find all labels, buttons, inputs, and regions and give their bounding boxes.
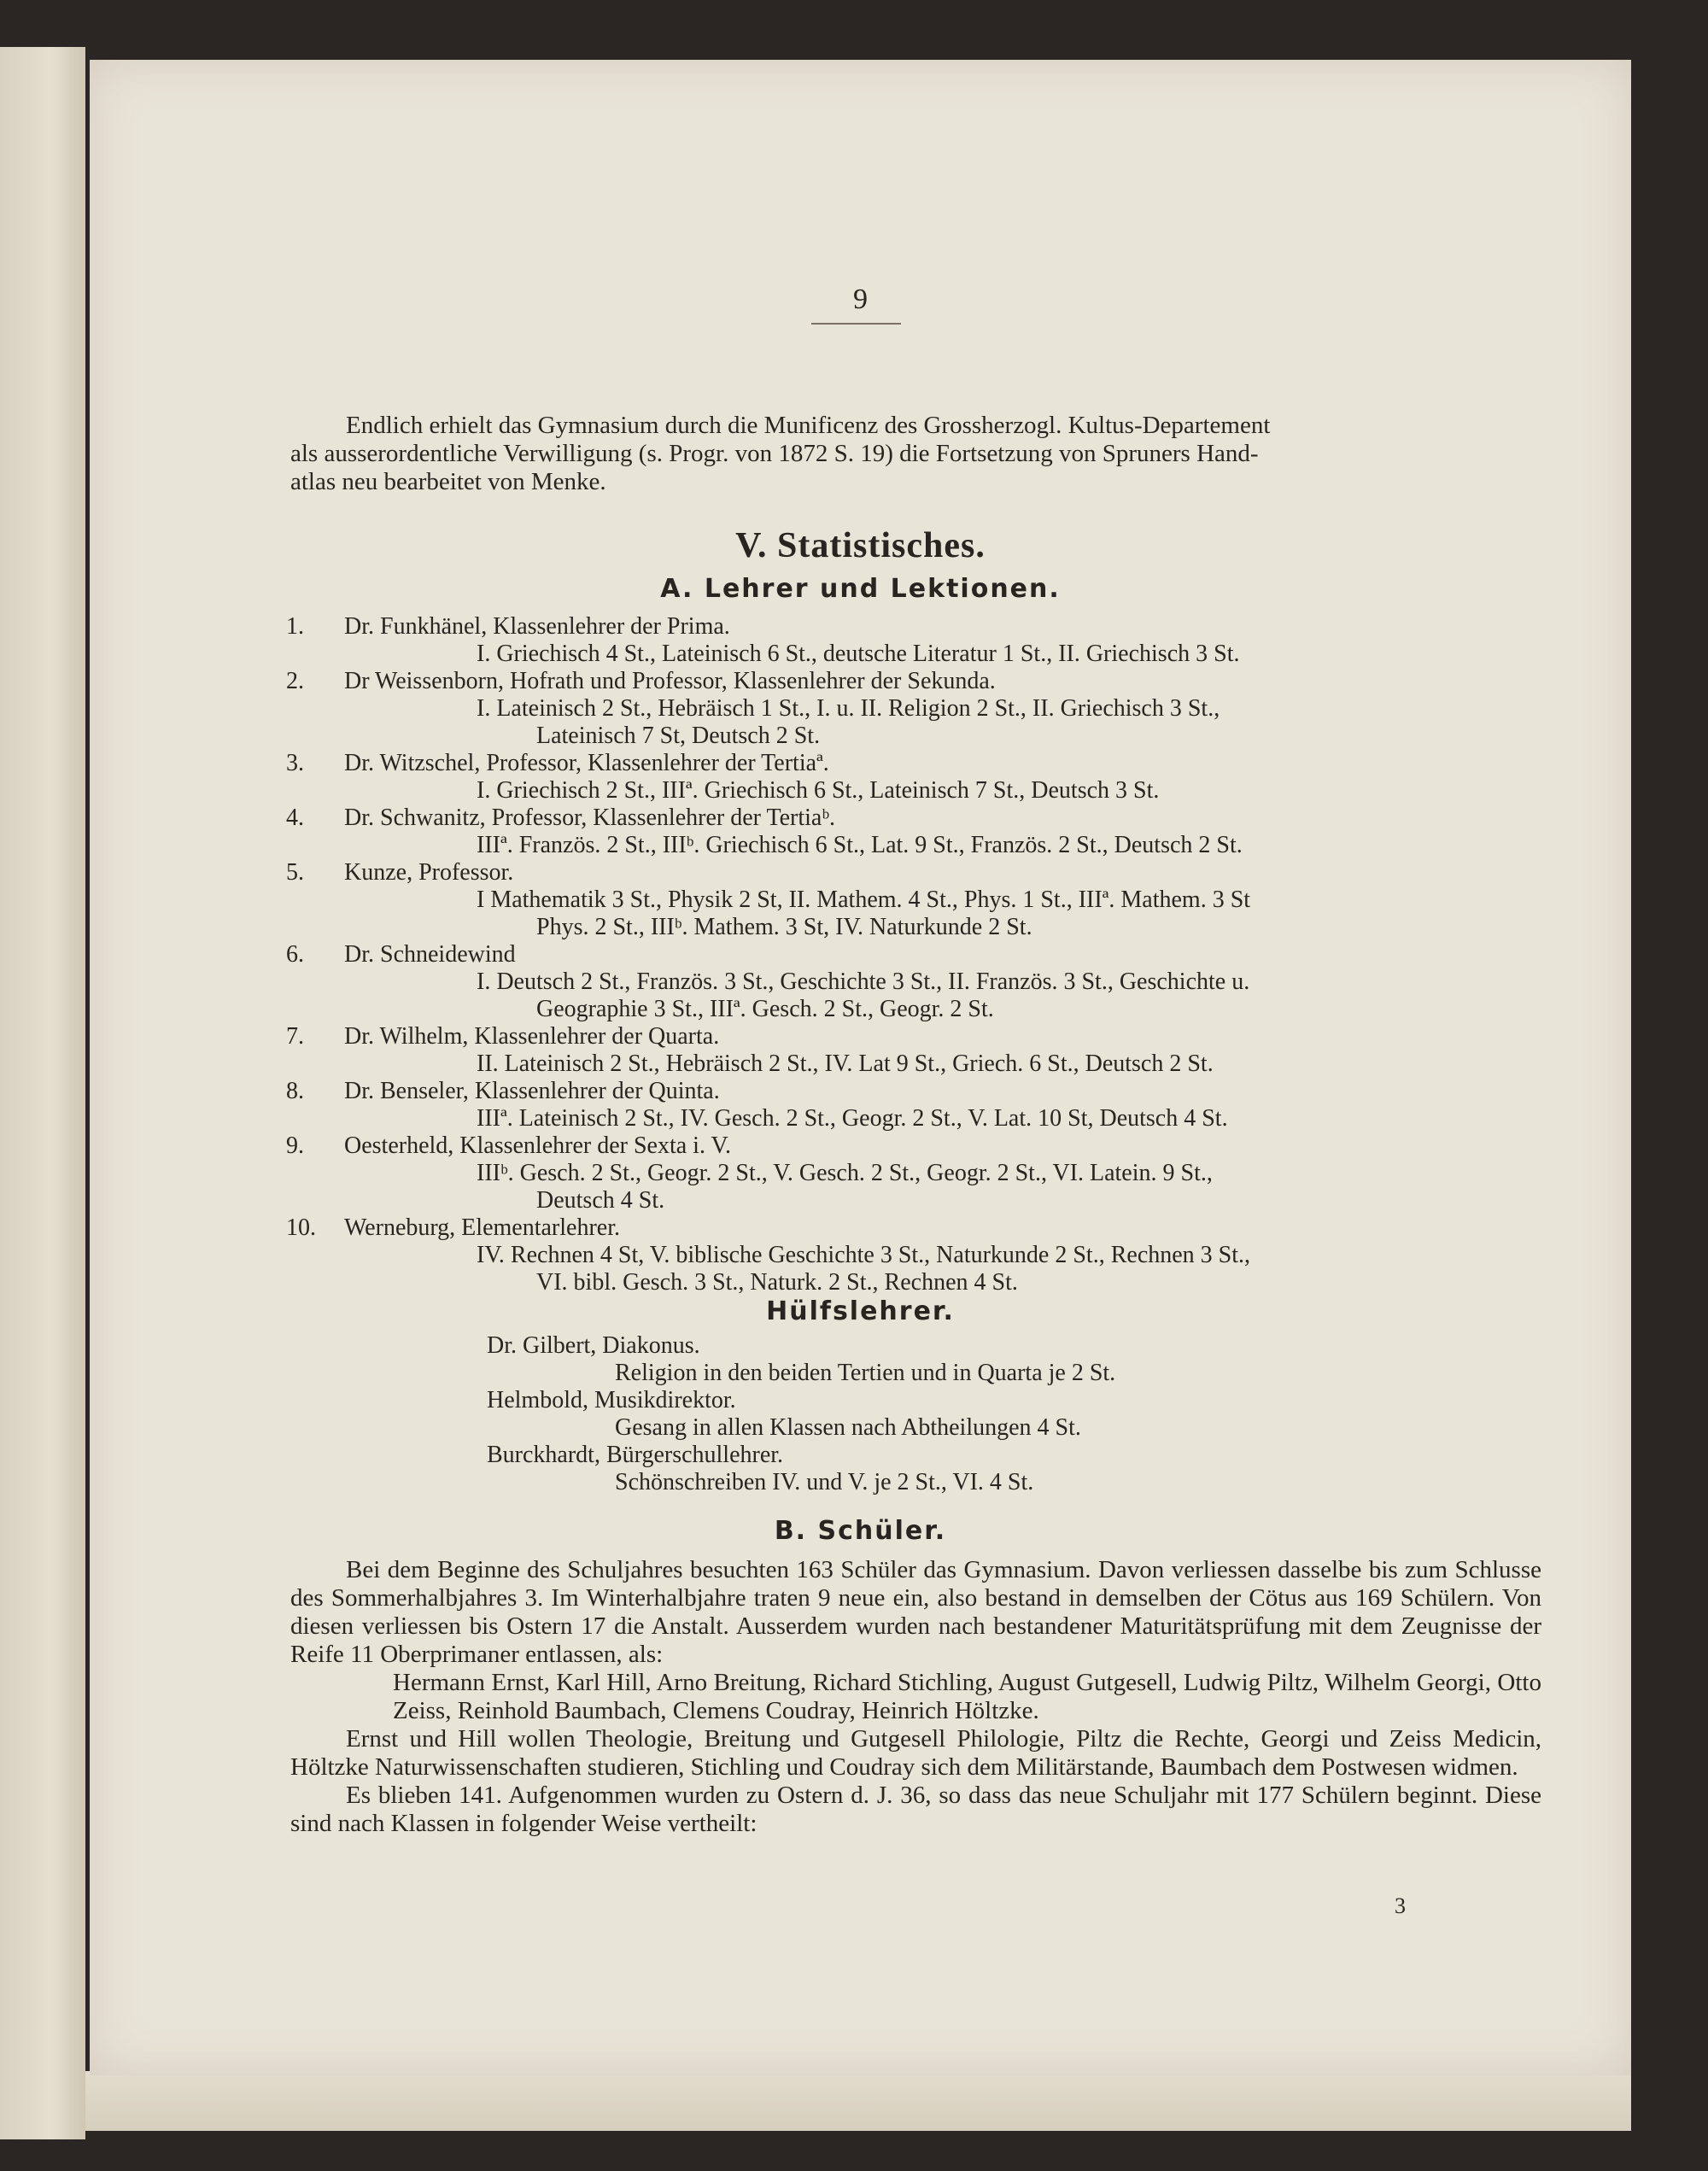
intro-line-1: Endlich erhielt das Gymnasium durch die Munificenz des Grossherzogl. Kultus-Departement — [346, 412, 1271, 439]
graduates-names: Hermann Ernst, Karl Hill, Arno Breitung, Richard Stichling, August Gutgesell, Ludwig Piltz, Wilhelm Georgi, Otto Zeiss, Reinhold Baumbach, Clemens Coudray, Heinrich Höltzke. — [393, 1669, 1541, 1724]
intro-paragraph — [290, 412, 1541, 496]
page-number: 9 — [853, 284, 868, 315]
teacher-number: 5. — [286, 859, 304, 886]
facing-page-edge — [0, 47, 85, 2139]
intro-line-2: als ausserordentliche Verwilligung (s. Progr. von 1872 S. 19) die Fortsetzung von Spruners Hand- — [290, 440, 1259, 467]
subsection-teachers-title: A. Lehrer und Lektionen. — [660, 574, 1061, 604]
teacher-number: 7. — [286, 1023, 304, 1050]
students-paragraph-2: Ernst und Hill wollen Theologie, Breitung und Gutgesell Philologie, Piltz die Rechte, Georgi und Zeiss Medicin, Höltzke Naturwissenschaften studieren, Stichling und Coudray sich dem Militärstande, Baumbach dem Postwesen widmen. — [290, 1725, 1541, 1781]
teacher-entry-8 — [286, 1078, 1550, 1132]
teacher-number: 1. — [286, 613, 304, 640]
signature-mark: 3 — [1395, 1893, 1406, 1918]
teacher-lessons: I. Deutsch 2 St., Französ. 3 St., Geschichte 3 St., II. Französ. 3 St., Geschichte u. — [477, 968, 1250, 995]
helpers-list — [487, 1332, 1512, 1496]
subsection-students-title: B. Schüler. — [774, 1516, 947, 1546]
document-page — [90, 60, 1631, 2075]
helper-name: Burckhardt, Bürgerschullehrer. — [487, 1442, 784, 1468]
teacher-name: Dr. Witzschel, Professor, Klassenlehrer der Tertiaª. — [344, 750, 829, 776]
teacher-lessons-continued: Deutsch 4 St. — [536, 1187, 665, 1214]
teacher-entry-5 — [286, 859, 1550, 941]
teacher-lessons: IIIª. Lateinisch 2 St., IV. Gesch. 2 St., Geogr. 2 St., V. Lat. 10 St, Deutsch 4 St. — [477, 1105, 1228, 1132]
teacher-number: 9. — [286, 1132, 304, 1159]
teacher-name: Dr. Schwanitz, Professor, Klassenlehrer der Tertiaᵇ. — [344, 805, 836, 831]
teacher-lessons-continued: VI. bibl. Gesch. 3 St., Naturk. 2 St., Rechnen 4 St. — [536, 1269, 1018, 1296]
helper-entry-3 — [487, 1442, 1512, 1496]
teacher-name: Oesterheld, Klassenlehrer der Sexta i. V. — [344, 1132, 732, 1159]
teacher-lessons: I. Griechisch 2 St., IIIª. Griechisch 6 St., Lateinisch 7 St., Deutsch 3 St. — [477, 777, 1160, 804]
teacher-entry-9 — [286, 1132, 1550, 1214]
students-section — [290, 1556, 1541, 1838]
helper-name: Dr. Gilbert, Diakonus. — [487, 1332, 700, 1359]
teacher-name: Werneburg, Elementarlehrer. — [344, 1214, 620, 1241]
teacher-name: Dr. Schneidewind — [344, 941, 516, 968]
teacher-name: Dr Weissenborn, Hofrath und Professor, Klassenlehrer der Sekunda. — [344, 668, 996, 694]
helper-entry-2 — [487, 1387, 1512, 1442]
helper-entry-1 — [487, 1332, 1512, 1387]
page-bottom-edge — [85, 2071, 1631, 2131]
helper-lessons: Religion in den beiden Tertien und in Quarta je 2 St. — [615, 1360, 1116, 1386]
teacher-name: Dr. Wilhelm, Klassenlehrer der Quarta. — [344, 1023, 720, 1050]
teacher-lessons: I. Griechisch 4 St., Lateinisch 6 St., deutsche Literatur 1 St., II. Griechisch 3 St. — [477, 641, 1240, 667]
teacher-number: 6. — [286, 941, 304, 968]
teacher-lessons: IIIᵇ. Gesch. 2 St., Geogr. 2 St., V. Gesch. 2 St., Geogr. 2 St., VI. Latein. 9 St., — [477, 1160, 1213, 1186]
teacher-lessons: I. Lateinisch 2 St., Hebräisch 1 St., I. u. II. Religion 2 St., II. Griechisch 3 St., — [477, 695, 1220, 722]
students-paragraph-3: Es blieben 141. Aufgenommen wurden zu Ostern d. J. 36, so dass das neue Schuljahr mit 177 Schülern beginnt. Diese sind nach Klassen in folgender Weise vertheilt: — [290, 1782, 1541, 1837]
teacher-entry-2 — [286, 668, 1550, 750]
teacher-name: Dr. Funkhänel, Klassenlehrer der Prima. — [344, 613, 730, 640]
intro-line-3: atlas neu bearbeitet von Menke. — [290, 468, 606, 495]
teacher-number: 10. — [286, 1214, 316, 1241]
subsection-helpers-title: Hülfslehrer. — [766, 1296, 955, 1326]
teacher-number: 3. — [286, 750, 304, 776]
teacher-entry-4 — [286, 805, 1550, 859]
helper-lessons: Gesang in allen Klassen nach Abtheilungen 4 St. — [615, 1414, 1081, 1441]
teacher-entry-7 — [286, 1023, 1550, 1078]
teacher-lessons-continued: Phys. 2 St., IIIᵇ. Mathem. 3 St, IV. Naturkunde 2 St. — [536, 914, 1032, 940]
helper-lessons: Schönschreiben IV. und V. je 2 St., VI. 4 St. — [615, 1469, 1034, 1495]
teacher-lessons-continued: Lateinisch 7 St, Deutsch 2 St. — [536, 723, 821, 749]
helper-name: Helmbold, Musikdirektor. — [487, 1387, 736, 1413]
page-number-rule — [811, 323, 901, 325]
teacher-number: 8. — [286, 1078, 304, 1104]
teacher-name: Kunze, Professor. — [344, 859, 514, 886]
teacher-number: 4. — [286, 805, 304, 831]
teacher-entry-10 — [286, 1214, 1550, 1296]
teacher-lessons: IV. Rechnen 4 St, V. biblische Geschichte 3 St., Naturkunde 2 St., Rechnen 3 St., — [477, 1242, 1251, 1268]
teachers-list — [286, 613, 1550, 1296]
students-paragraph-1: Bei dem Beginne des Schuljahres besuchten 163 Schüler das Gymnasium. Davon verliessen dasselbe bis zum Schlusse des Sommerhalbjahres 3. Im Winterhalbjahre traten 9 neue ein, also bestand in demselben der Cötus aus 169 Schülern. Von diesen verliessen bis Ostern 17 die Anstalt. Ausserdem wurden nach bestandener Maturitätsprüfung mit dem Zeugnisse der Reife 11 Oberprimaner entlassen, als: — [290, 1556, 1541, 1668]
teacher-lessons: II. Lateinisch 2 St., Hebräisch 2 St., IV. Lat 9 St., Griech. 6 St., Deutsch 2 St. — [477, 1050, 1214, 1077]
teacher-entry-3 — [286, 750, 1550, 805]
section-title: V. Statistisches. — [735, 526, 986, 565]
teacher-lessons-continued: Geographie 3 St., IIIª. Gesch. 2 St., Geogr. 2 St. — [536, 996, 994, 1022]
teacher-name: Dr. Benseler, Klassenlehrer der Quinta. — [344, 1078, 720, 1104]
teacher-entry-1 — [286, 613, 1550, 668]
teacher-lessons: I Mathematik 3 St., Physik 2 St, II. Mathem. 4 St., Phys. 1 St., IIIª. Mathem. 3 St — [477, 887, 1251, 913]
teacher-number: 2. — [286, 668, 304, 694]
teacher-lessons: IIIª. Französ. 2 St., IIIᵇ. Griechisch 6 St., Lat. 9 St., Französ. 2 St., Deutsch 2 St. — [477, 832, 1243, 858]
teacher-entry-6 — [286, 941, 1550, 1023]
